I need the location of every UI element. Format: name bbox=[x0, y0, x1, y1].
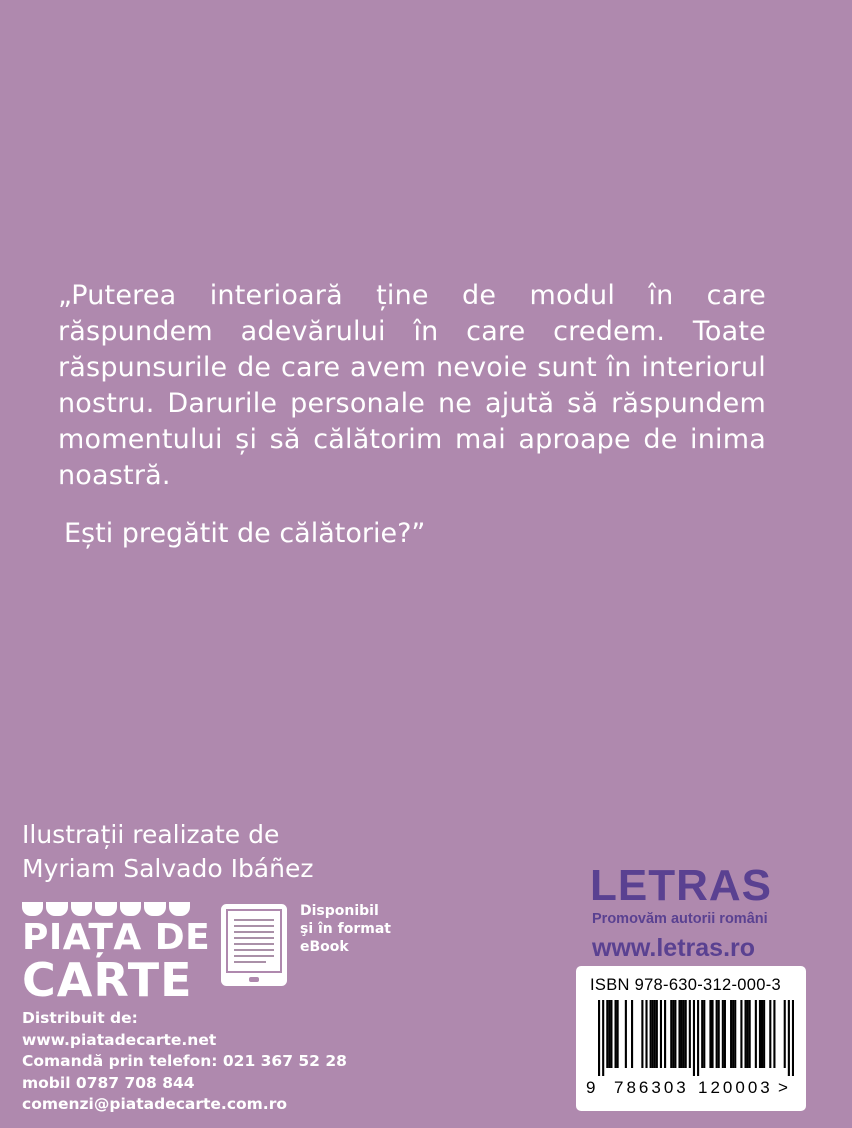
barcode-bar bbox=[678, 1000, 680, 1068]
barcode-bar bbox=[652, 1000, 654, 1068]
barcode-bar bbox=[711, 1000, 713, 1068]
distributor-email: comenzi@piatadecarte.com.ro bbox=[22, 1095, 287, 1113]
barcode-bar bbox=[701, 1000, 703, 1068]
distributor-mobile: mobil 0787 708 844 bbox=[22, 1073, 195, 1092]
barcode-bar bbox=[732, 1000, 734, 1068]
quote-question: Ești pregătit de călătorie?” bbox=[64, 518, 426, 549]
barcode-bar bbox=[656, 1000, 658, 1068]
barcode-bar bbox=[654, 1000, 656, 1068]
barcode-bar bbox=[625, 1000, 627, 1068]
letras-logo bbox=[588, 862, 798, 964]
barcode-bar bbox=[697, 1000, 699, 1076]
ebook-reader-icon bbox=[220, 903, 288, 987]
barcode-bar bbox=[610, 1000, 612, 1068]
barcode-bar bbox=[664, 1000, 666, 1068]
barcode-digits-left: 786303 bbox=[614, 1078, 689, 1097]
barcode-bar bbox=[602, 1000, 604, 1076]
barcode bbox=[598, 1000, 794, 1076]
barcode-bar bbox=[744, 1000, 746, 1068]
barcode-bar bbox=[606, 1000, 608, 1068]
illustrator-name: Myriam Salvado Ibáñez bbox=[22, 854, 314, 883]
barcode-bar bbox=[788, 1000, 790, 1076]
barcode-bar bbox=[755, 1000, 757, 1068]
barcode-bar bbox=[683, 1000, 685, 1068]
barcode-bar bbox=[749, 1000, 751, 1068]
barcode-bar bbox=[641, 1000, 643, 1068]
ebook-line: Disponibil bbox=[300, 903, 379, 919]
barcode-bar bbox=[685, 1000, 687, 1068]
barcode-bar bbox=[769, 1000, 771, 1068]
barcode-bar bbox=[703, 1000, 705, 1068]
barcode-bar bbox=[670, 1000, 672, 1068]
barcode-bar bbox=[617, 1000, 619, 1068]
barcode-bar bbox=[693, 1000, 695, 1076]
barcode-bar bbox=[792, 1000, 794, 1076]
barcode-bar bbox=[761, 1000, 763, 1068]
awning-icon bbox=[22, 902, 190, 916]
barcode-bar bbox=[631, 1000, 633, 1068]
barcode-bar bbox=[716, 1000, 718, 1068]
barcode-bar bbox=[759, 1000, 761, 1068]
barcode-bar bbox=[730, 1000, 732, 1068]
barcode-bar bbox=[784, 1000, 786, 1068]
barcode-bar bbox=[608, 1000, 610, 1068]
illustration-credit bbox=[22, 818, 313, 886]
barcode-digit-first: 9 bbox=[586, 1078, 596, 1097]
barcode-arrow: > bbox=[778, 1078, 788, 1097]
publisher-name: LETRAS bbox=[590, 861, 772, 910]
barcode-bar bbox=[650, 1000, 652, 1068]
ebook-line: şi în format bbox=[300, 921, 391, 937]
distributor-info bbox=[22, 1008, 347, 1116]
publisher-tagline: Promovăm autorii români bbox=[592, 911, 768, 927]
barcode-bar bbox=[773, 1000, 775, 1068]
ebook-availability bbox=[300, 902, 391, 956]
barcode-bar bbox=[660, 1000, 662, 1068]
barcode-bar bbox=[722, 1000, 724, 1068]
barcode-bar bbox=[747, 1000, 749, 1068]
barcode-digits-right: 120003 bbox=[698, 1078, 773, 1097]
distributor-label: Distribuit de: bbox=[22, 1009, 138, 1027]
barcode-bar bbox=[718, 1000, 720, 1068]
distributor-website: www.piatadecarte.net bbox=[22, 1030, 217, 1049]
illustration-credit-line1: Ilustrații realizate de bbox=[22, 820, 280, 849]
publisher-website: www.letras.ro bbox=[592, 934, 756, 962]
barcode-bar bbox=[734, 1000, 736, 1068]
isbn-barcode-box bbox=[576, 966, 806, 1111]
barcode-bar bbox=[681, 1000, 683, 1068]
barcode-bar bbox=[689, 1000, 691, 1068]
barcode-bar bbox=[724, 1000, 726, 1068]
barcode-bar bbox=[740, 1000, 742, 1068]
barcode-bar bbox=[763, 1000, 765, 1068]
piata-de-carte-logo bbox=[22, 902, 211, 1007]
logo-line1: PIAȚA DE bbox=[22, 917, 211, 958]
barcode-bar bbox=[598, 1000, 600, 1076]
barcode-bar bbox=[674, 1000, 676, 1068]
isbn-number: ISBN 978-630-312-000-3 bbox=[590, 976, 781, 994]
barcode-bar bbox=[645, 1000, 647, 1068]
barcode-bar bbox=[709, 1000, 711, 1068]
ebook-line: eBook bbox=[300, 939, 349, 955]
barcode-bar bbox=[615, 1000, 617, 1068]
distributor-phone: Comandă prin telefon: 021 367 52 28 bbox=[22, 1052, 347, 1070]
barcode-bar bbox=[672, 1000, 674, 1068]
logo-line2: CARTE bbox=[22, 953, 193, 1007]
back-cover-quote: „Puterea interioară ține de modul în care răspundem adevărului în care credem. Toate răspunsurile de care avem nevoie sunt în interiorul nostru. Darurile personale ne ajută să răspundem momentului și să călătorim mai aproape de inima noastră. bbox=[58, 280, 766, 491]
